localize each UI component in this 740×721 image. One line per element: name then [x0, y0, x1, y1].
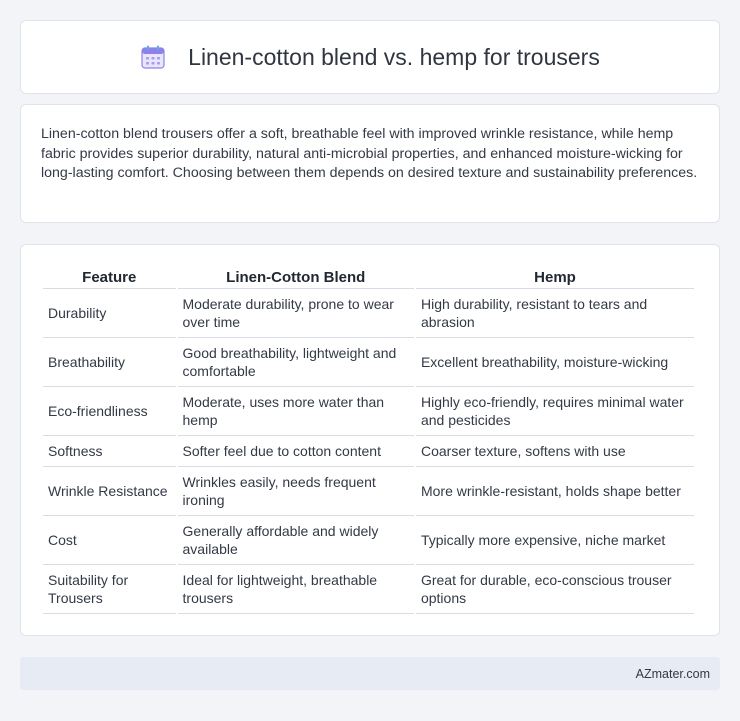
header-feature: Feature — [43, 265, 176, 289]
table-row — [43, 387, 694, 436]
feature-cell: Suitability for Trousers — [43, 565, 176, 614]
linen-cotton-cell: Good breathability, lightweight and comfortable — [178, 338, 414, 387]
table-row — [43, 338, 694, 387]
feature-cell: Wrinkle Resistance — [43, 467, 176, 516]
hemp-cell: Excellent breathability, moisture-wicking — [416, 338, 694, 387]
footer — [20, 657, 720, 690]
table-row — [43, 565, 694, 614]
calendar-icon — [140, 44, 166, 70]
hemp-cell: More wrinkle-resistant, holds shape better — [416, 467, 694, 516]
table-row — [43, 516, 694, 565]
footer-brand: AZmater.com — [635, 666, 710, 681]
feature-cell: Softness — [43, 436, 176, 467]
title-card — [20, 20, 720, 94]
comparison-table-card — [20, 244, 720, 636]
linen-cotton-cell: Wrinkles easily, needs frequent ironing — [178, 467, 414, 516]
comparison-table — [41, 265, 696, 614]
hemp-cell: High durability, resistant to tears and abrasion — [416, 289, 694, 338]
linen-cotton-cell: Generally affordable and widely available — [178, 516, 414, 565]
table-row — [43, 436, 694, 467]
linen-cotton-cell: Ideal for lightweight, breathable trousers — [178, 565, 414, 614]
table-row — [43, 467, 694, 516]
linen-cotton-cell: Moderate, uses more water than hemp — [178, 387, 414, 436]
hemp-cell: Typically more expensive, niche market — [416, 516, 694, 565]
feature-cell: Eco-friendliness — [43, 387, 176, 436]
header-hemp: Hemp — [416, 265, 694, 289]
linen-cotton-cell: Softer feel due to cotton content — [178, 436, 414, 467]
header-linen-cotton: Linen-Cotton Blend — [178, 265, 414, 289]
intro-paragraph: Linen-cotton blend trousers offer a soft, breathable feel with improved wrinkle resistance, while hemp fabric provides superior durability, natural anti-microbial properties, and enhanced moisture-wicking for long-lasting comfort. Choosing between them depends on desired texture and sustainability preferences. — [41, 126, 698, 181]
hemp-cell: Great for durable, eco-conscious trouser options — [416, 565, 694, 614]
linen-cotton-cell: Moderate durability, prone to wear over time — [178, 289, 414, 338]
intro-card — [20, 104, 720, 223]
page-title: Linen-cotton blend vs. hemp for trousers — [188, 43, 600, 70]
feature-cell: Breathability — [43, 338, 176, 387]
feature-cell: Cost — [43, 516, 176, 565]
table-row — [43, 289, 694, 338]
feature-cell: Durability — [43, 289, 176, 338]
hemp-cell: Coarser texture, softens with use — [416, 436, 694, 467]
table-header-row — [43, 265, 694, 289]
hemp-cell: Highly eco-friendly, requires minimal water and pesticides — [416, 387, 694, 436]
